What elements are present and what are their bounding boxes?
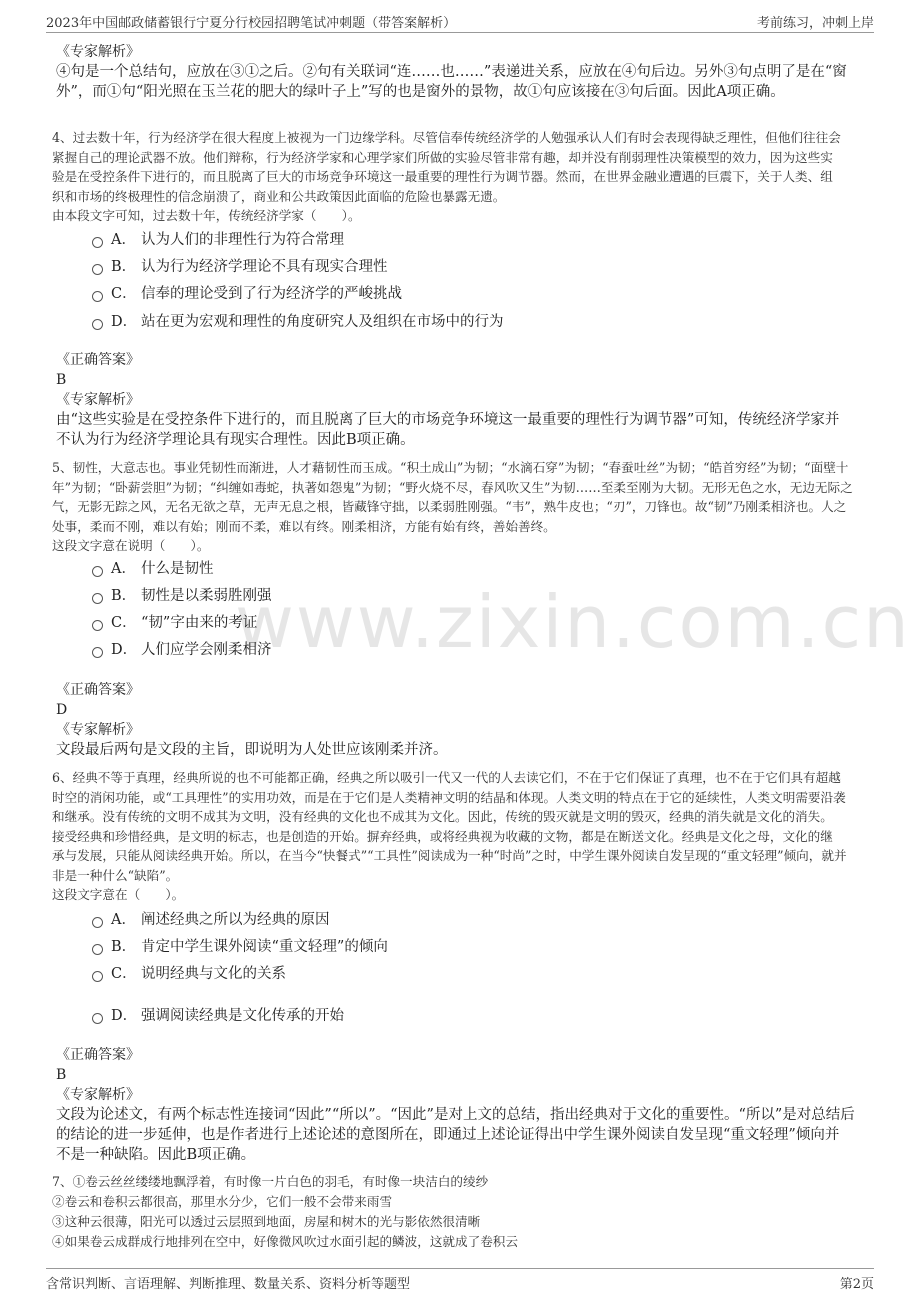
- radio-icon[interactable]: [92, 1013, 103, 1024]
- expert-text-line: 文段最后两句是文段的主旨，即说明为人处世应该刚柔并济。: [56, 742, 448, 758]
- q5-option-d[interactable]: D． 人们应学会刚柔相济: [92, 638, 272, 660]
- question-line: 验是在受控条件下进行的，而且脱离了巨大的市场竞争环境这一最重要的理性行为调节器。然而，在世界金融业遭遇的巨震下，关于人类、组: [52, 169, 833, 184]
- radio-icon[interactable]: [92, 620, 103, 631]
- question-prompt: 这段文字意在（ ）。: [52, 887, 185, 902]
- answer-value: B: [56, 372, 67, 388]
- header-slogan: 考前练习，冲刺上岸: [756, 16, 874, 31]
- question-line: 非是一种什么“缺陷”。: [52, 867, 179, 883]
- q5-option-a[interactable]: A． 什么是韧性: [92, 557, 214, 579]
- footer-text: 含常识判断、言语理解、判断推理、数量关系、资料分析等题型: [46, 1277, 411, 1292]
- question-line: ④如果卷云成群成行地排列在空中，好像微风吹过水面引起的鳞波，这就成了卷积云: [52, 1234, 518, 1249]
- question-line: 和继承。没有传统的文明不成其为文明，没有经典的文化也不成其为文化。因此，传统的毁灭就是文明的毁灭，经典的消失就是文化的消失。: [52, 809, 833, 824]
- question-line: ③这种云很薄，阳光可以透过云层照到地面，房屋和树木的光与影依然很清晰: [52, 1214, 481, 1229]
- question-prompt: 由本段文字可知，过去数十年，传统经济学家（ ）。: [52, 208, 361, 223]
- answer-value: B: [56, 1067, 67, 1083]
- radio-icon[interactable]: [92, 944, 103, 955]
- radio-icon[interactable]: [92, 319, 103, 330]
- q6-option-c[interactable]: C． 说明经典与文化的关系: [92, 962, 286, 984]
- question-5-stem: [52, 458, 874, 556]
- radio-icon[interactable]: [92, 566, 103, 577]
- page-number: 第2页: [839, 1277, 874, 1292]
- expert-label: 《专家解析》: [56, 722, 140, 738]
- expert-label: 《专家解析》: [56, 392, 140, 408]
- q4-option-d[interactable]: D． 站在更为宏观和理性的角度研究人及组织在市场中的行为: [92, 310, 504, 332]
- question-line: 4、过去数十年，行为经济学在很大程度上被视为一门边缘学科。尽管信奉传统经济学的人勉强承认人们有时会表现得缺乏理性，但他们往往会: [52, 130, 841, 145]
- question-line: 紧握自己的理论武器不放。他们辩称，行为经济学家和心理学家们所做的实验尽管非常有趣，却并没有削弱理性决策模型的效力，因为这些实: [52, 149, 833, 165]
- question-line: 承与发展，只能从阅读经典开始。所以，在当今“快餐式”“工具性”阅读成为一种“时尚”之时，中学生课外阅读自发呈现的“重文轻理”倾向，就并: [52, 848, 847, 863]
- question-line: 气，无影无踪之风，无名无欲之草，无声无息之根，皆藏锋守拙，以柔弱胜刚强。“韦”，熟牛皮也；“刃”，刀锋也。故“韧”乃刚柔相济也。人之: [52, 499, 847, 514]
- answer-value: D: [56, 702, 68, 718]
- prev-expert-analysis: [56, 42, 874, 102]
- question-7-stem: [52, 1172, 874, 1252]
- expert-text-line: 由“这些实验是在受控条件下进行的，而且脱离了巨大的市场竞争环境这一最重要的理性行为调节器”可知，传统经济学家并: [56, 412, 840, 428]
- question-line: 时空的消闲功能，或“工具理性”的实用功效，而是在于它们是人类精神文明的结晶和体现。人类文明的特点在于它的延续性，人类文明需要沿袭: [52, 789, 846, 805]
- expert-text-line: ④句是一个总结句，应放在③①之后。②句有关联词“连……也……”表递进关系，应放在④句后边。另外③句点明了是在“窗: [56, 64, 847, 80]
- radio-icon[interactable]: [92, 237, 103, 248]
- expert-text-line: 外”，而①句“阳光照在玉兰花的肥大的绿叶子上”写的也是窗外的景物，故①句应该接在③句后面。因此A项正确。: [56, 84, 785, 100]
- question-line: 6、经典不等于真理，经典所说的也不可能都正确，经典之所以吸引一代又一代的人去读它们，不在于它们保证了真理，也不在于它们具有超越: [52, 770, 841, 785]
- question-line: 5、韧性，大意志也。事业凭韧性而渐进，人才藉韧性而玉成。“积土成山”为韧；“水滴石穿”为韧；“春蚕吐丝”为韧；“皓首穷经”为韧；“面壁十: [52, 460, 849, 475]
- q4-option-c[interactable]: C． 信奉的理论受到了行为经济学的严峻挑战: [92, 282, 402, 304]
- question-line: ②卷云和卷积云都很高，那里水分少，它们一般不会带来雨雪: [52, 1194, 393, 1209]
- watermark: www.zixin.com.cn: [235, 580, 911, 664]
- q4-answer-block: [56, 350, 874, 450]
- answer-label: 《正确答案》: [56, 352, 140, 368]
- answer-label: 《正确答案》: [56, 682, 140, 698]
- question-line: 接受经典和珍惜经典，是文明的标志，也是创造的开始。摒弃经典，或将经典视为收藏的文物，都是在断送文化。经典是文化之母，文化的继: [52, 828, 833, 844]
- expert-text-line: 不认为行为经济学理论具有现实合理性。因此B项正确。: [56, 432, 415, 448]
- q4-option-a[interactable]: A． 认为人们的非理性行为符合常理: [92, 228, 344, 250]
- q6-option-b[interactable]: B． 肯定中学生课外阅读“重文轻理”的倾向: [92, 935, 388, 957]
- question-4-stem: [52, 128, 874, 226]
- question-line: 处事，柔而不刚，难以有始；刚而不柔，难以有终。刚柔相济，方能有始有终，善始善终。: [52, 518, 556, 534]
- question-line: 年”为韧；“卧薪尝胆”为韧；“纠缠如毒蛇，执著如怨鬼”为韧；“野火烧不尽，春风吹又生”为韧……至柔至刚为大韧。无形无色之水，无边无际之: [52, 479, 853, 495]
- expert-text-line: 文段为论述文，有两个标志性连接词“因此”“所以”。“因此”是对上文的总结，指出经典对于文化的重要性。“所以”是对总结后: [56, 1107, 855, 1123]
- q5-option-b[interactable]: B． 韧性是以柔弱胜刚强: [92, 584, 272, 606]
- radio-icon[interactable]: [92, 971, 103, 982]
- radio-icon[interactable]: [92, 593, 103, 604]
- q5-answer-block: [56, 680, 874, 760]
- expert-text-line: 的结论的进一步延伸，也是作者进行上述论述的意图所在，即通过上述论证得出中学生课外阅读自发呈现“重文轻理”倾向并: [56, 1127, 840, 1143]
- radio-icon[interactable]: [92, 291, 103, 302]
- answer-label: 《正确答案》: [56, 1047, 140, 1063]
- q6-answer-block: [56, 1045, 874, 1165]
- expert-label: 《专家解析》: [56, 44, 140, 60]
- page-header: [46, 10, 874, 33]
- question-line: 7、①卷云丝丝缕缕地飘浮着，有时像一片白色的羽毛，有时像一块洁白的绫纱: [52, 1174, 489, 1189]
- q6-option-d[interactable]: D． 强调阅读经典是文化传承的开始: [92, 1004, 344, 1026]
- question-line: 织和市场的终极理性的信念崩溃了，商业和公共政策因此面临的危险也暴露无遗。: [52, 188, 506, 204]
- q6-option-a[interactable]: A． 阐述经典之所以为经典的原因: [92, 908, 330, 930]
- question-prompt: 这段文字意在说明（ ）。: [52, 538, 210, 553]
- radio-icon[interactable]: [92, 264, 103, 275]
- q5-option-c[interactable]: C． “韧”字由来的考证: [92, 611, 257, 633]
- question-6-stem: [52, 768, 874, 905]
- radio-icon[interactable]: [92, 917, 103, 928]
- expert-label: 《专家解析》: [56, 1087, 140, 1103]
- q4-option-b[interactable]: B． 认为行为经济学理论不具有现实合理性: [92, 255, 388, 277]
- expert-text-line: 不是一种缺陷。因此B项正确。: [56, 1147, 256, 1163]
- radio-icon[interactable]: [92, 647, 103, 658]
- page-footer: [46, 1268, 874, 1293]
- header-title: 2023年中国邮政储蓄银行宁夏分行校园招聘笔试冲刺题（带答案解析）: [46, 16, 457, 31]
